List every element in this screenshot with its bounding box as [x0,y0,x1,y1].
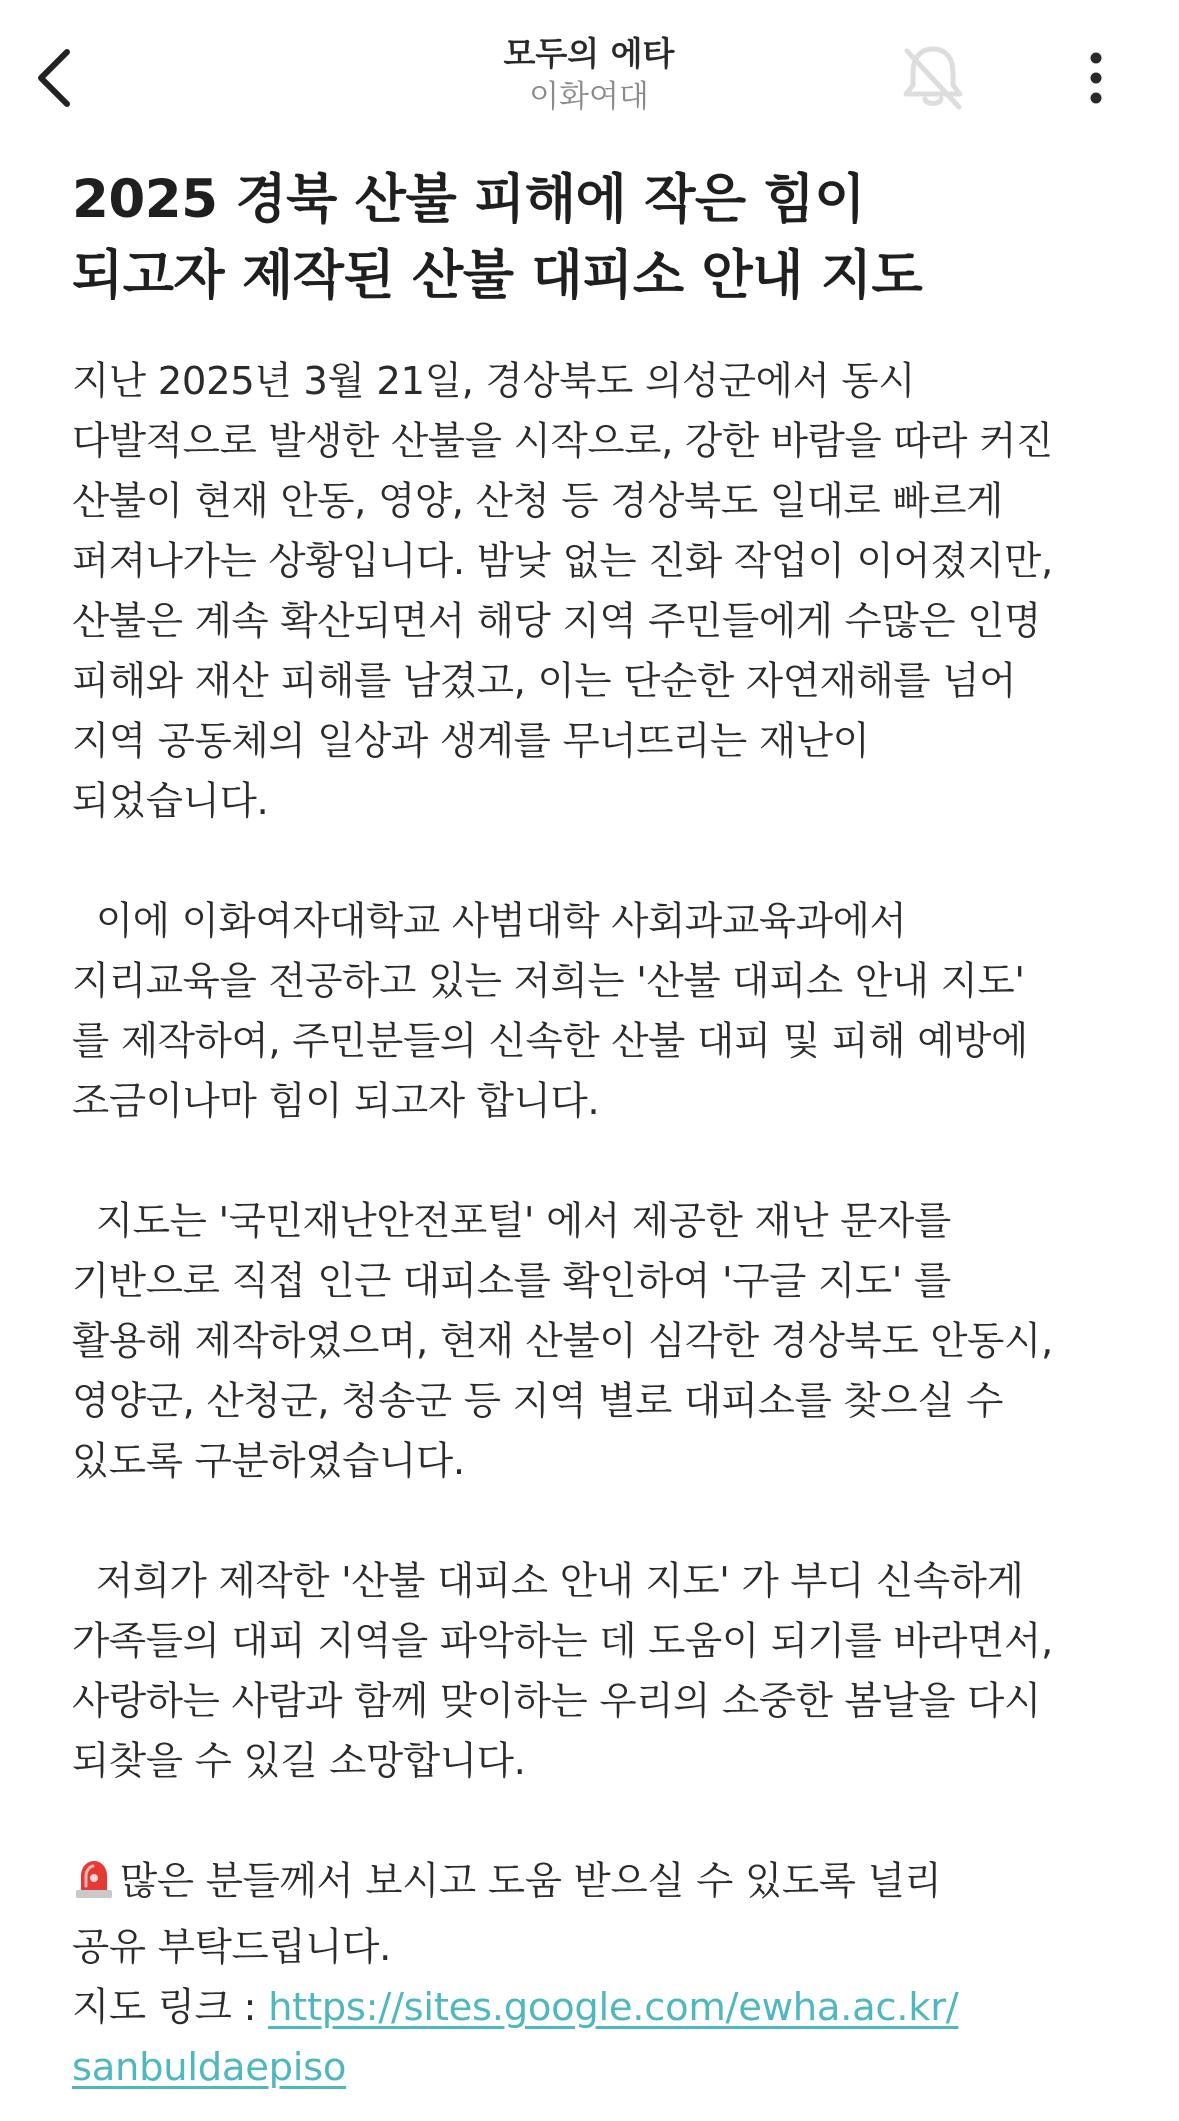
post-paragraph [72,1552,1132,1792]
body-line: 피해와 재산 피해를 남겼고, 이는 단순한 자연재해를 넘어 [72,659,1016,704]
back-button[interactable] [18,40,88,116]
body-line: 지리교육을 전공하고 있는 저희는 '산불 대피소 안내 지도' [72,959,1025,1004]
body-line: 이에 이화여자대학교 사범대학 사회과교육과에서 [72,899,907,944]
closing-line: 많은 분들께서 보시고 도움 받으실 수 있도록 널리 [120,1859,942,1904]
post-title [72,162,1132,314]
body-line: 기반으로 직접 인근 대피소를 확인하여 '구글 지도' 를 [72,1259,951,1304]
more-options-button[interactable] [1072,40,1120,116]
chevron-left-icon [33,46,73,110]
notification-toggle-button[interactable] [888,36,978,118]
map-link-label: 지도 링크 : [72,1985,269,2030]
body-line: 되었습니다. [72,779,269,824]
body-line: 가족들의 대피 지역을 파악하는 데 도움이 되기를 바라면서, [72,1619,1053,1664]
post-title-line: 2025 경북 산불 피해에 작은 힘이 [72,169,865,230]
body-line: 영양군, 산청군, 청송군 등 지역 별로 대피소를 찾으실 수 [72,1379,1003,1424]
board-title-group [389,32,789,118]
body-line: 있도록 구분하였습니다. [72,1439,465,1484]
post-paragraph [72,352,1132,832]
body-line: 퍼져나가는 상황입니다. 밤낮 없는 진화 작업이 이어졌지만, [72,539,1053,584]
vertical-ellipsis-icon [1086,50,1106,106]
post-title-line: 되고자 제작된 산불 대피소 안내 지도 [72,245,923,306]
bell-off-icon [895,39,971,115]
body-line: 지역 공동체의 일상과 생계를 무너뜨리는 재난이 [72,719,870,764]
body-line: 를 제작하여, 주민분들의 신속한 산불 대피 및 피해 예방에 [72,1019,1028,1064]
post-closing [72,1852,1132,2098]
body-line: 되찾을 수 있길 소망합니다. [72,1739,526,1784]
post-paragraph [72,892,1132,1132]
body-line: 다발적으로 발생한 산불을 시작으로, 강한 바람을 따라 커진 [72,419,1053,464]
post-body [72,352,1132,2098]
body-line: 산불은 계속 확산되면서 해당 지역 주민들에게 수많은 인명 [72,599,1041,644]
post-content [72,162,1132,2098]
siren-icon [72,1856,116,1918]
post-paragraph [72,1192,1132,1492]
body-line: 저희가 제작한 '산불 대피소 안내 지도' 가 부디 신속하게 [72,1559,1024,1604]
body-line: 조금이나마 힘이 되고자 합니다. [72,1079,600,1124]
body-line: 사랑하는 사람과 함께 맞이하는 우리의 소중한 봄날을 다시 [72,1679,1041,1724]
body-line: 산불이 현재 안동, 영양, 산청 등 경상북도 일대로 빠르게 [72,479,1003,524]
body-line: 활용해 제작하였으며, 현재 산불이 심각한 경상북도 안동시, [72,1319,1053,1364]
board-title: 모두의 에타 [503,34,675,73]
board-subtitle: 이화여대 [529,79,649,115]
map-link-text: https://sites.google.com/ewha.ac.kr/ [268,1985,959,2030]
closing-line: 공유 부탁드립니다. [72,1925,392,1970]
map-link-text: sanbuldaepiso [72,2045,347,2090]
body-line: 지도는 '국민재난안전포털' 에서 제공한 재난 문자를 [72,1199,951,1244]
body-line: 지난 2025년 3월 21일, 경상북도 의성군에서 동시 [72,359,916,404]
top-navigation-bar [0,0,1179,150]
